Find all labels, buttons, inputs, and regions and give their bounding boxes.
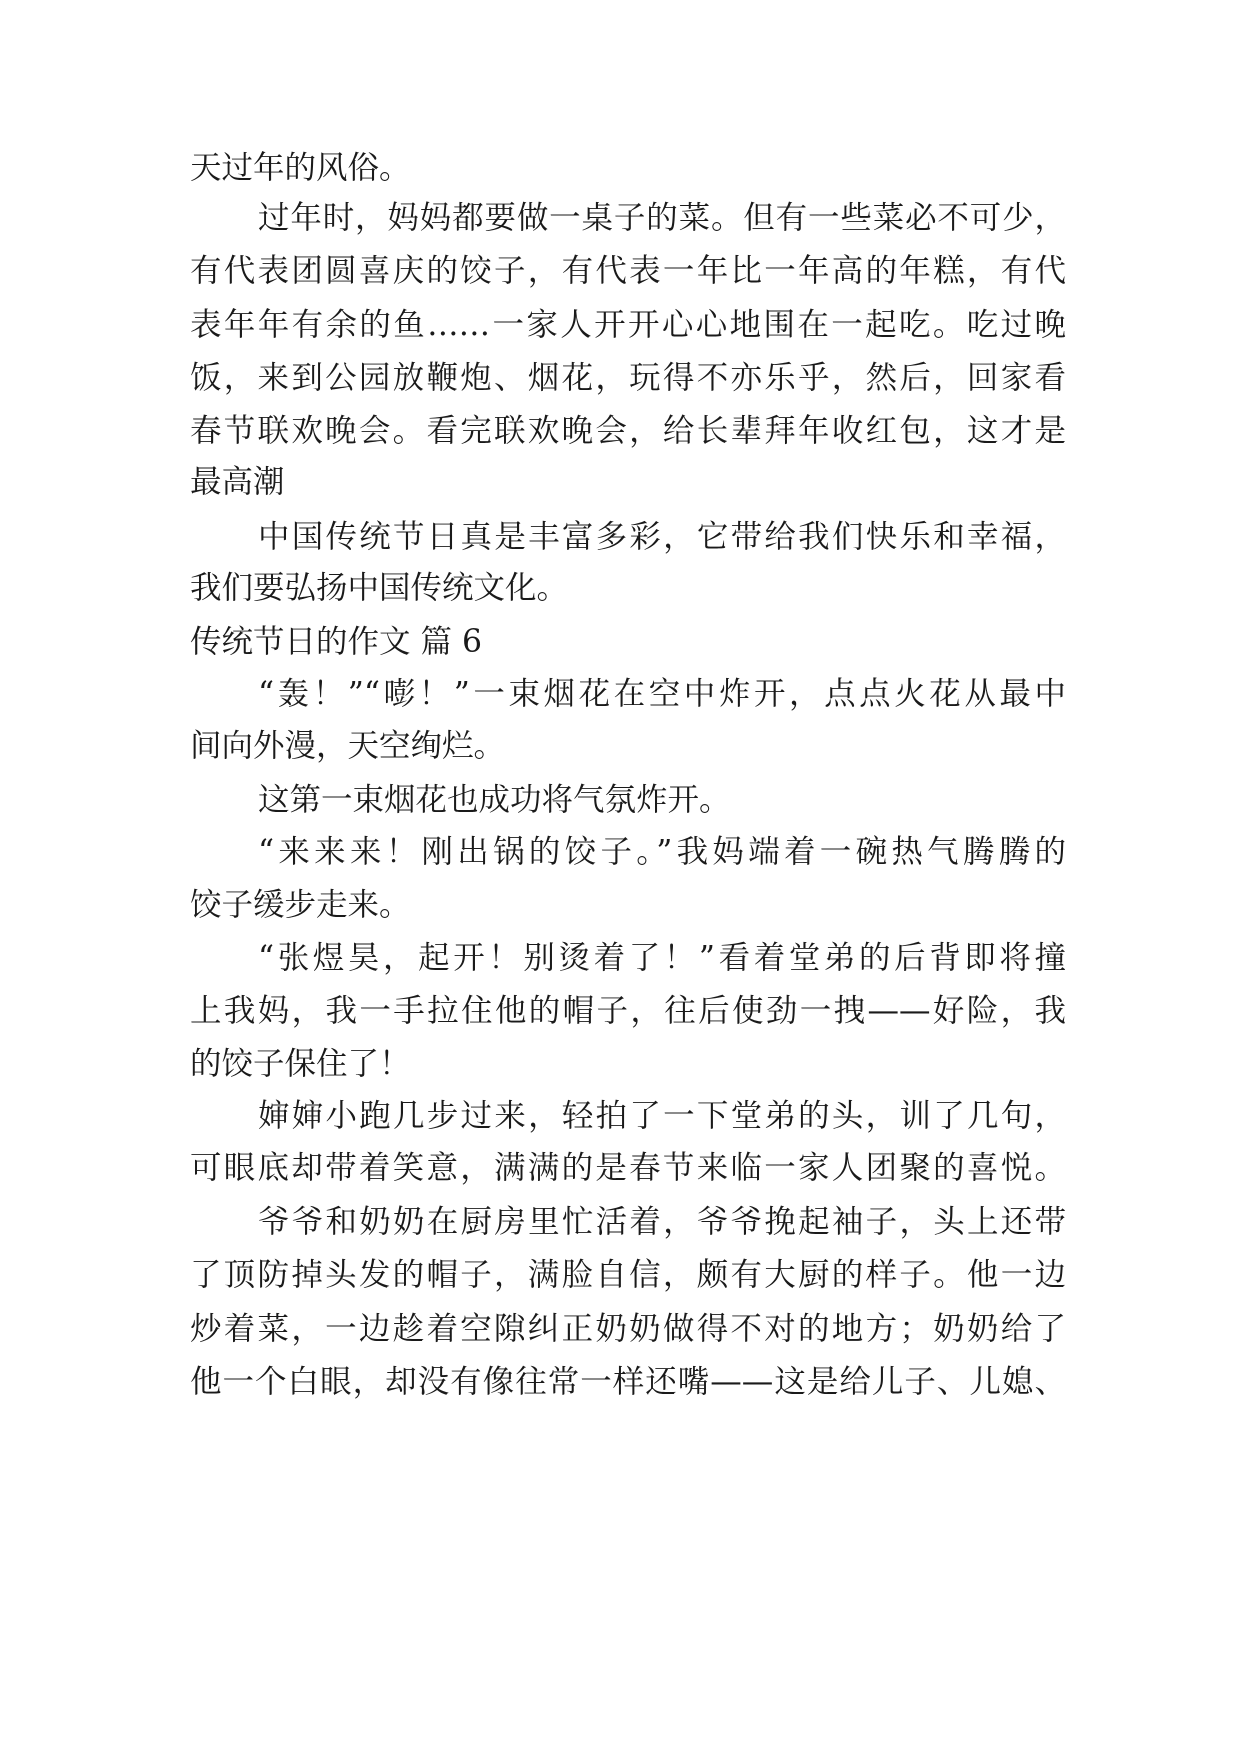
paragraph-first-line: 爷爷和奶奶在厨房里忙活着，爷爷挽起袖子，头上还带 [258, 1204, 1066, 1240]
text-line: 的饺子保住了！ [190, 1046, 411, 1082]
text-line: 春节联欢晚会。看完联欢晚会，给长辈拜年收红包，这才是 [190, 413, 1066, 449]
text-line: 可眼底却带着笑意，满满的是春节来临一家人团聚的喜悦。 [190, 1150, 1066, 1186]
text-line: 我们要弘扬中国传统文化。 [190, 570, 569, 606]
paragraph-first-line: 中国传统节日真是丰富多彩，它带给我们快乐和幸福， [258, 519, 1066, 555]
text-line: 表年年有余的鱼……一家人开开心心地围在一起吃。吃过晚 [190, 307, 1066, 343]
paragraph-first-line: “来来来！刚出锅的饺子。”我妈端着一碗热气腾腾的 [258, 834, 1066, 870]
paragraph-first-line: “张煜昊，起开！别烫着了！”看着堂弟的后背即将撞 [258, 940, 1066, 976]
paragraph-first-line: “轰！”“嘭！”一束烟花在空中炸开，点点火花从最中 [258, 676, 1066, 712]
text-line: 饭，来到公园放鞭炮、烟花，玩得不亦乐乎，然后，回家看 [190, 360, 1066, 396]
text-line: 有代表团圆喜庆的饺子，有代表一年比一年高的年糕，有代 [190, 253, 1066, 289]
text-line: 天过年的风俗。 [190, 150, 411, 186]
text-line: 间向外漫，天空绚烂。 [190, 728, 506, 764]
paragraph-first-line: 这第一束烟花也成功将气氛炸开。 [258, 782, 731, 818]
text-line: 他一个白眼，却没有像往常一样还嘴——这是给儿子、儿媳、 [190, 1364, 1066, 1400]
text-line: 了顶防掉头发的帽子，满脸自信，颇有大厨的样子。他一边 [190, 1257, 1066, 1293]
text-line: 饺子缓步走来。 [190, 887, 411, 923]
text-line: 最高潮 [190, 464, 285, 500]
text-line: 炒着菜，一边趁着空隙纠正奶奶做得不对的地方；奶奶给了 [190, 1311, 1066, 1347]
paragraph-first-line: 婶婶小跑几步过来，轻拍了一下堂弟的头，训了几句， [258, 1098, 1066, 1134]
paragraph-first-line: 过年时，妈妈都要做一桌子的菜。但有一些菜必不可少， [258, 200, 1066, 236]
text-line: 上我妈，我一手拉住他的帽子，往后使劲一拽——好险，我 [190, 993, 1066, 1029]
section-heading: 传统节日的作文 篇 6 [190, 624, 483, 660]
